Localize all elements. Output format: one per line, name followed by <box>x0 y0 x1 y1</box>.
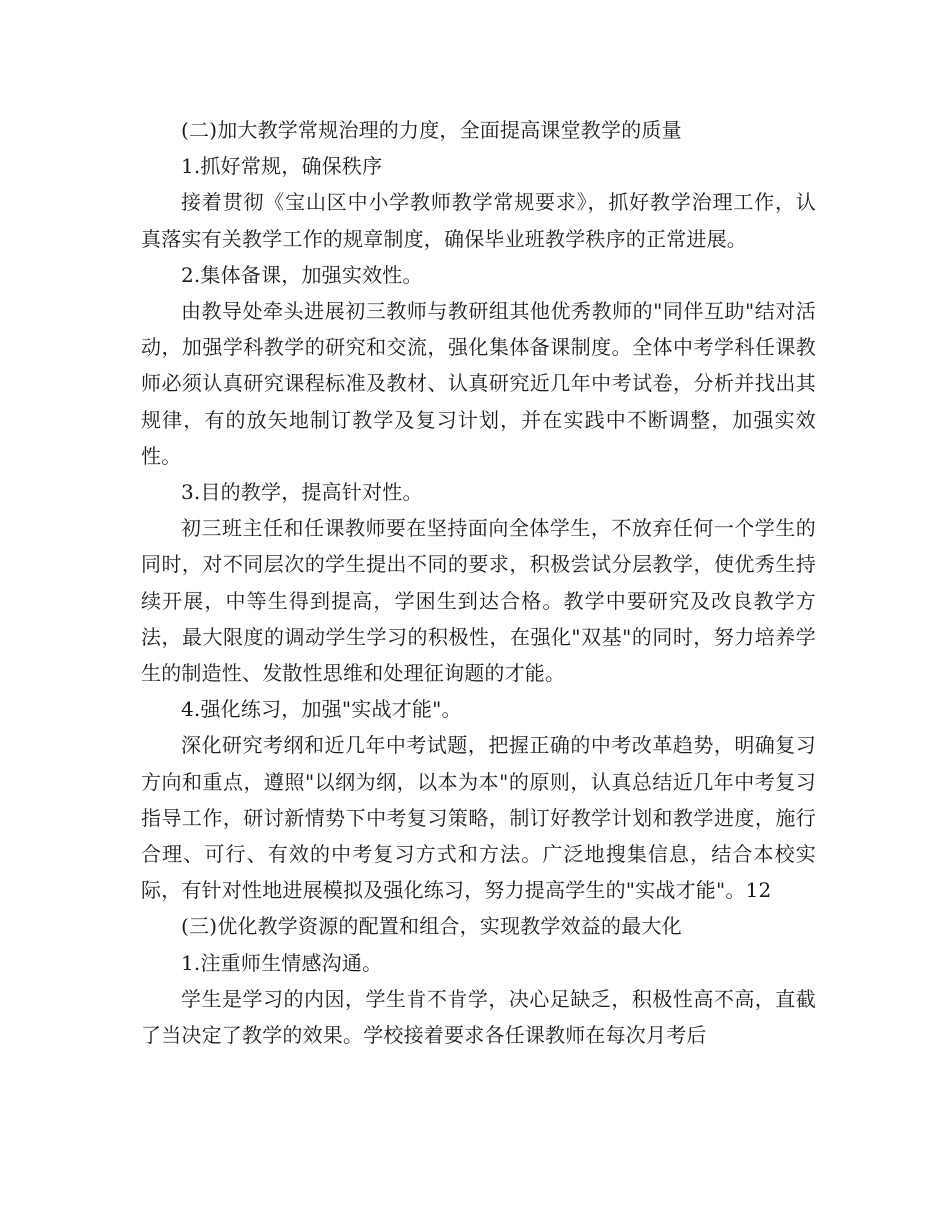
document-body <box>141 112 816 1053</box>
subheading-4: 4.强化练习，加强"实战才能"。 <box>181 697 462 722</box>
paragraph-4: 深化研究考纲和近几年中考试题，把握正确的中考改革趋势，明确复习方向和重点，遵照"以纲为纲，以本为本"的原则，认真总结近几年中考复习指导工作，研讨新情势下中考复习策略，制订好教学计划和教学进度，施行合理、可行、有效的中考复习方式和方法。广泛地搜集信息，结合本校实际，有针对性地进展模拟及强化练习，努力提高学生的"实战才能"。12 <box>141 733 816 903</box>
section-heading-3: (三)优化教学资源的配置和组合，实现教学效益的最大化 <box>181 914 682 939</box>
paragraph-1: 接着贯彻《宝山区中小学教师教学常规要求》，抓好教学治理工作，认真落实有关教学工作的规章制度，确保毕业班教学秩序的正常进展。 <box>141 190 816 251</box>
subheading-2: 2.集体备课，加强实效性。 <box>181 262 423 287</box>
paragraph-5: 学生是学习的内因，学生肯不肯学，决心足缺乏，积极性高不高，直截了当决定了教学的效果。学校接着要求各任课教师在每次月考后 <box>141 986 816 1048</box>
subheading-5: 1.注重师生情感沟通。 <box>181 950 383 975</box>
paragraph-2: 由教导处牵头进展初三教师与教研组其他优秀教师的"同伴互助"结对活动，加强学科教学的研究和交流，强化集体备课制度。全体中考学科任课教师必须认真研究课程标准及教材、认真研究近几年中考试卷，分析并找出其规律，有的放矢地制订教学及复习计划，并在实践中不断调整，加强实效性。 <box>141 299 816 468</box>
subheading-3: 3.目的教学，提高针对性。 <box>181 480 423 505</box>
subheading-1: 1.抓好常规，确保秩序 <box>181 154 383 179</box>
paragraph-3: 初三班主任和任课教师要在坚持面向全体学生，不放弃任何一个学生的同时，对不同层次的学生提出不同的要求，积极尝试分层教学，使优秀生持续开展，中等生得到提高，学困生到达合格。教学中要研究及改良教学方法，最大限度的调动学生学习的积极性，在强化"双基"的同时，努力培养学生的制造性、发散性思维和处理征询题的才能。 <box>141 516 816 686</box>
section-heading-2: (二)加大教学常规治理的力度，全面提高课堂教学的质量 <box>181 118 682 142</box>
